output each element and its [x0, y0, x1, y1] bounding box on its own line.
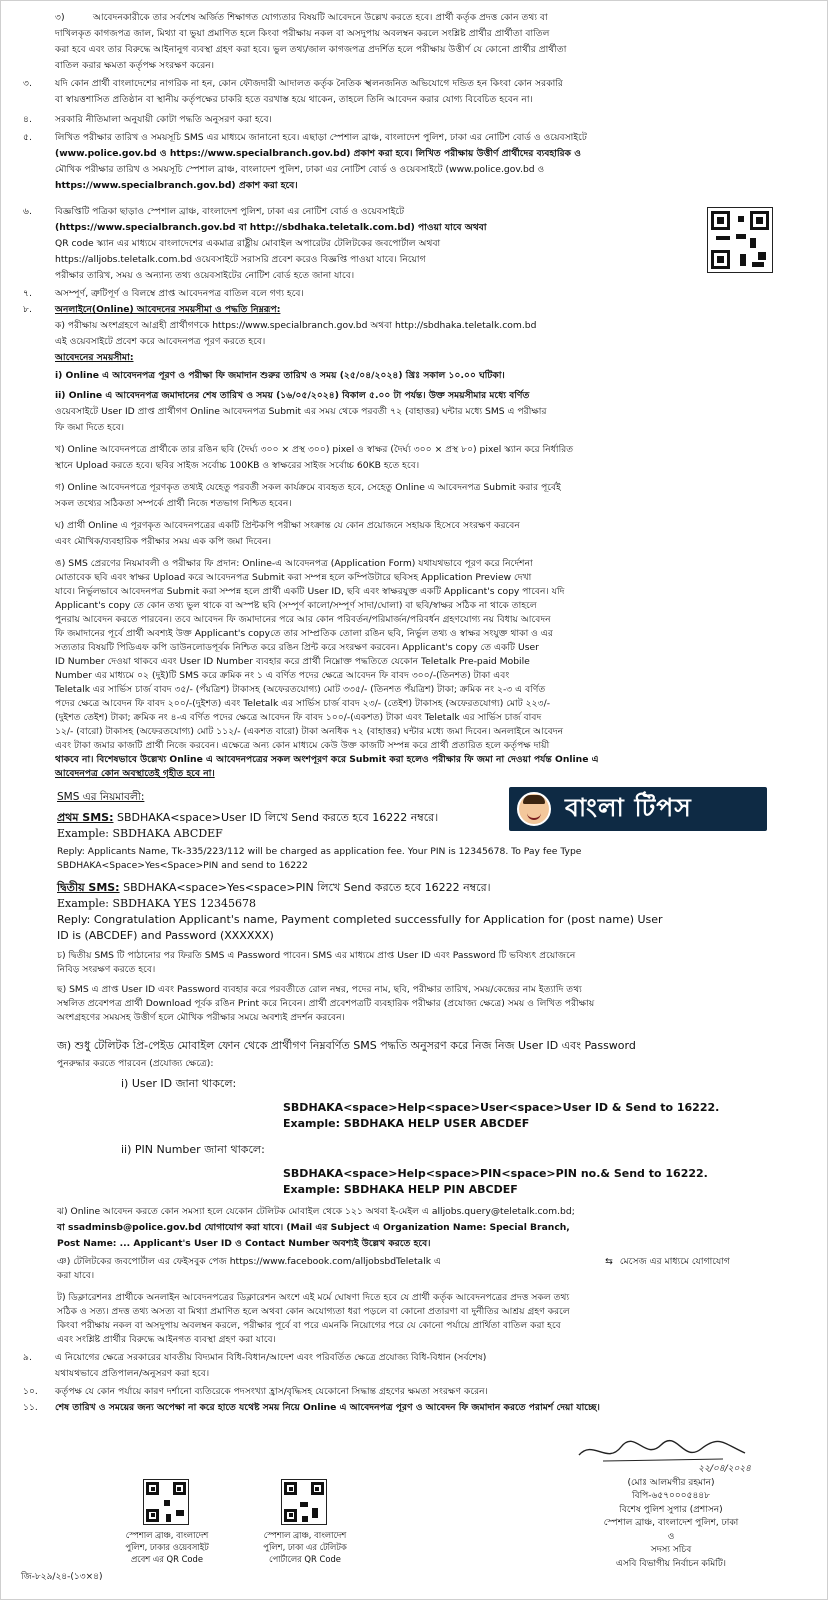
clause-line: দাখিলকৃত কাগজপত্র জাল, মিথ্যা বা ভুয়া প্রমাণিত হলে কিংবা পরীক্ষায় নকল বা অসদুপায় অবলম্বন করলে সংশ্লিষ্ট প্রার্থীর প্রার্থীতা বাতিল — [55, 28, 550, 39]
clause-line: বিজ্ঞপ্তিটি পত্রিকা ছাড়াও স্পেশাল ব্রাঞ্চ, বাংলাদেশ পুলিশ, ঢাকা এর নোটিশ বোর্ড ও ওয়েবসাইটে — [55, 206, 405, 217]
clause-number: ১১. — [23, 1402, 38, 1413]
reply-1-line: SBDHAKA<Space>Yes<Space>PIN and send to 16222 — [57, 860, 308, 871]
clause-line: সরকারি নীতিমালা অনুযায়ী কোটা পদ্ধতি অনুসরণ করা হবে। — [55, 114, 272, 125]
recovery-pin-command: SBDHAKA<space>Help<space>PIN<space>PIN no.& Send to 16222. — [283, 1167, 708, 1180]
clause-line: কর্তৃপক্ষ যে কোন পর্যায়ে কারণ দর্শানো ব্যতিরেকে পদসংখ্যা হ্রাস/বৃদ্ধিসহ যেকোনো সিদ্ধান্ত গ্রহণের ক্ষমতা সংরক্ষণ করেন। — [55, 1386, 488, 1397]
second-sms-text: SBDHAKA<space>Yes<space>PIN লিখে Send করতে হবে 16222 নম্বরে। — [123, 881, 491, 894]
first-sms-label: প্রথম SMS: — [57, 811, 114, 824]
clause-line: থাকবে না। বিশেষভাবে উল্লেখ্য Online এ আবেদনপত্রের সকল অংশপূরণ করে Submit করা হলেও পরীক্ষার ফি জমা না দেওয়া পর্যন্ত Online এ — [55, 754, 599, 765]
teletalk-portal-qr-code-icon[interactable] — [281, 1479, 327, 1525]
sms-heading: SMS এর নিয়মাবলী: — [57, 791, 145, 803]
recovery-pin-example: Example: SBDHAKA HELP PIN ABCDEF — [283, 1183, 518, 1196]
qr-caption-line: স্পেশাল ব্রাঞ্চ, বাংলাদেশ — [125, 1530, 209, 1540]
clause-heading: অনলাইনে(Online) আবেদনের সময়সীমা ও পদ্ধতি নিম্নরূপ: — [55, 304, 281, 315]
signatory-committee: এসবি বিভাগীয় নির্বাচন কমিটি। — [616, 1558, 726, 1569]
qr-caption-line: পুলিশ, ঢাকা এর টেলিটক — [263, 1542, 347, 1552]
clause-line: শেষ তারিখ ও সময়ের জন্য অপেক্ষা না করে হাতে যথেষ্ট সময় নিয়ে Online এ আবেদনপত্র পূরণ ও আবেদন ফি জমাদান করতে পরামর্শ দেয়া যাচ্ছে। — [55, 1402, 600, 1413]
clause-line: এবং টাকা জমার কাজটি প্রার্থী নিজে করবেন। এক্ষেত্রে অন্য কোন মাধ্যমে কেউ উক্ত কাজটি সম্পন্ন করে প্রার্থী প্রতারিত হলে কর্তৃপক্ষ দায়ী — [55, 740, 550, 751]
qr-2-caption — [243, 1529, 367, 1565]
clause-number: ৭. — [23, 288, 32, 299]
clause-number: ৯. — [23, 1352, 32, 1363]
second-sms-example: Example: SBDHAKA YES 12345678 — [57, 897, 256, 910]
qr-caption-line: পোর্টালের QR Code — [269, 1554, 341, 1564]
clause-number: ৪. — [23, 114, 32, 125]
clause-line: করা যাবে। — [57, 1270, 95, 1281]
clause-number: ৮. — [23, 304, 32, 315]
qr-1-caption — [105, 1529, 229, 1565]
clause-line: (https://www.specialbranch.gov.bd বা http://sbdhaka.teletalk.com.bd) পাওয়া যাবে অথবা — [55, 222, 487, 233]
clause-line: QR code স্ক্যান এর মাধ্যমে বাংলাদেশের একমাত্র রাষ্ট্রীয় মোবাইল অপারেটর টেলিটকের জবপোর্টাল অথবা — [55, 238, 441, 249]
signatory-and: ও — [667, 1531, 675, 1542]
clause-line: নিবিড় সংরক্ষণ করতে হবে। — [57, 964, 156, 975]
clause-line: পদের ক্ষেত্রে আবেদন ফি বাবদ ২০০/-(দুইশত) এবং Teletalk এর সার্ভিস চার্জ বাবদ ২৩/- (তেইশ) টাকাসহ (অফেরতযোগ্য) মোট ২২৩/- — [55, 698, 551, 709]
second-sms-line — [57, 881, 797, 895]
first-sms-line — [57, 811, 517, 825]
clause-line: ঝ) Online আবেদন করতে কোন সমস্যা হলে যেকোন টেলিটক মোবাইল থেকে ১২১ অথবা ই-মেইল এ alljobs.query@teletalk.com.bd; — [57, 1206, 575, 1217]
messenger-icon: ⇆ — [605, 1256, 613, 1267]
clause-line: আবেদনপত্র কোন অবস্থাতেই গৃহীত হবে না। — [55, 768, 215, 779]
signature-block — [561, 1463, 781, 1571]
clause-line: এই ওয়েবসাইটে প্রবেশ করে আবেদনপত্র পূরণ করতে হবে। — [55, 336, 266, 347]
clause-line: বা ssadminsb@police.gov.bd যোগাযোগ করা যাবে। (Mail এর Subject এ Organization Name: Special Branch, — [57, 1222, 570, 1233]
clause-line: ছ) SMS এ প্রাপ্ত User ID এবং Password ব্যবহার করে পরবর্তীতে রোল নম্বর, পদের নাম, ছবি, পরীক্ষার তারিখ, সময়/কেন্দ্রের নাম ইত্যাদি তথ্য — [57, 984, 582, 995]
clause-line: চ) দ্বিতীয় SMS টি পাঠানোর পর ফিরতি SMS এ Password পাবেন। SMS এর মাধ্যমে প্রাপ্ত User ID এবং Password টি ভবিষ্যৎ প্রয়োজনে — [57, 950, 576, 961]
clause-line: সত্যতার বিষয়টি পিডিএফ কপি ডাউনলোডপূর্বক নিশ্চিত করে রঙিন প্রিন্ট করে সংরক্ষণ করবেন। Applicant's copy তে একটি User — [55, 642, 539, 653]
clause-number: ৫. — [23, 132, 32, 143]
first-sms-text: SBDHAKA<space>User ID লিখে Send করতে হবে 16222 নম্বরে। — [116, 811, 439, 824]
clause-line: সঠিক ও সত্য। প্রদত্ত তথ্য অসত্য বা মিথ্যা প্রমাণিত হলে অথবা কোন অযোগ্যতা ধরা পড়লে বা কোনো প্রতারণা বা দুর্নীতির আশ্রয় গ্রহণ করলে — [57, 1306, 570, 1317]
clause-number: ৩. — [23, 78, 32, 89]
clause-line: ট) ডিক্লারেশনঃ প্রার্থীকে অনলাইন আবেদনপত্রের ডিক্লারেশন অংশে এই মর্মে ঘোষণা দিতে হবে যে প্রার্থী কর্তৃক আবেদনপত্রের প্রদত্ত সকল তথ্য — [57, 1292, 570, 1303]
clause-line: অসম্পূর্ণ, ত্রুটিপূর্ণ ও বিলম্বে প্রাপ্ত আবেদনপত্র বাতিল বলে গণ্য হবে। — [55, 288, 304, 299]
signatory-name: (মোঃ আলমগীর রহমান) — [627, 1477, 715, 1488]
cartoon-face-icon — [517, 792, 551, 826]
recovery-user-example: Example: SBDHAKA HELP USER ABCDEF — [283, 1117, 530, 1130]
clause-line: https://alljobs.teletalk.com.bd ওয়েবসাইটে সরাসরি প্রবেশ করেও বিজ্ঞপ্তি পাওয়া যাবে। নিয়োগ — [55, 254, 426, 265]
clause-line: এবং সংশ্লিষ্ট প্রার্থীর বিরুদ্ধে আইনগত ব্যবস্থা গ্রহণ করা যাবে। — [57, 1334, 276, 1345]
clause-line: অংশগ্রহণের সময়সহ উত্তীর্ণ হলে মৌখিক পরীক্ষার সময়ে অবশ্যই প্রদর্শন করবেন। — [57, 1012, 345, 1023]
clause-line: যথাযথভাবে প্রতিপালন/অনুসরণ করা হবে। — [55, 1368, 210, 1379]
qr-caption-line: স্পেশাল ব্রাঞ্চ, বাংলাদেশ — [263, 1530, 347, 1540]
reply-2-line: Reply: Congratulation Applicant's name, Payment completed successfully for Application for (post name) User — [57, 913, 663, 926]
clause-line: মোতাবেক ছবি এবং স্বাক্ষর Upload করে আবেদনপত্র Submit করা সম্পন্ন হলে কম্পিউটারে ছবিসহ Application Preview দেখা — [55, 572, 532, 583]
clause-line: জ) শুধু টেলিটক প্রি-পেইড মোবাইল ফোন থেকে প্রার্থীগণ নিম্নবর্ণিত SMS পদ্ধতি অনুসরণ করে নিজ নিজ User ID এবং Password — [57, 1039, 636, 1052]
facebook-line-tail — [601, 1255, 791, 1268]
deadline-end: ii) Online এ আবেদনপত্র জমাদানের শেষ তারিখ ও সময় (১৬/০৫/২০২৪) বিকাল ৫.০০ টা পর্যন্ত। উক্ত সময়সীমার মধ্যে বর্ণিত — [55, 390, 530, 401]
clause-number: ৩) — [55, 12, 65, 23]
clause-line: এ নিয়োগের ক্ষেত্রে সরকারের যাবতীয় বিদ্যমান বিধি-বিধান/আদেশ এবং পরিবর্তিত ক্ষেত্রে প্রযোজ্য বিধি-বিধান (সর্বশেষ) — [55, 1352, 487, 1363]
reply-1-line: Reply: Applicants Name, Tk-335/223/112 will be charged as application fee. Your PIN is 12345678. To Pay fee Type — [57, 846, 582, 857]
signatory-designation: বিশেষ পুলিশ সুপার (প্রশাসন) — [619, 1504, 723, 1515]
clause-line: ১২/- (বারো) টাকাসহ (অফেরতযোগ্য) মোট ১১২/- (একশত বারো) টাকা অনধিক ৭২ (বাহাত্তর) ঘন্টার মধ্যে জমা দিবেন। অনলাইনে আবেদন — [55, 726, 564, 737]
clause-line: https://www.specialbranch.gov.bd) প্রকাশ করা হবে। — [55, 180, 298, 191]
clause-line: ঙ) SMS প্রেরণের নিয়মাবলী ও পরীক্ষার ফি প্রদান: Online-এ আবেদনপত্র (Application Form) যথাযথভাবে পূরণ করে নির্দেশনা — [55, 558, 533, 569]
qr-caption-line: পুলিশ, ঢাকার ওয়েবসাইট — [125, 1542, 209, 1552]
clause-line: মৌখিক পরীক্ষার তারিখ ও সময়সূচি স্পেশাল ব্রাঞ্চ, বাংলাদেশ পুলিশ, ঢাকা এর নোটিশ বোর্ড ও ওয়েবসাইটে (www.police.gov.bd ও — [55, 164, 545, 175]
first-sms-example: Example: SBDHAKA ABCDEF — [57, 827, 223, 840]
signature-date: ২২/০৪/২০২৪ — [698, 1464, 751, 1474]
clause-line: করা হবে এবং তার বিরুদ্ধে আইনানুগ ব্যবস্থা গ্রহণ করা হবে। ভুল তথ্য/জাল কাগজপত্র প্রদর্শিত হলে পরীক্ষায় উত্তীর্ণ যে কোনো প্রার্থীর প্রার্থীতা — [55, 44, 567, 55]
facebook-line: ঞ) টেলিটকের জবপোর্টাল এর ফেইসবুক পেজ https://www.facebook.com/alljobsbdTeletalk এ — [57, 1256, 441, 1267]
qr-caption-line: প্রবেশ এর QR Code — [130, 1554, 204, 1564]
recovery-pin-heading: ii) PIN Number জানা থাকলে: — [121, 1143, 265, 1156]
clause-line: বা স্বায়ত্তশাসিত প্রতিষ্ঠান বা স্থানীয় কর্তৃপক্ষের চাকরি হতে বরখাস্ত হয়ে থাকেন, তাহলে তিনি আবেদন করার যোগ্য বিবেচিত হবেন না। — [55, 94, 533, 105]
clause-line: কিংবা পরীক্ষায় নকল বা অসদুপায় অবলম্বন করলে, পরীক্ষার পূর্বে বা পরে এমনকি নিয়োগের পরে যে কোনো পর্যায়ে প্রার্থিতা বাতিল করা হবে — [57, 1320, 561, 1331]
clause-line: সম্বলিত প্রবেশপত্র প্রার্থী Download পূর্বক রঙিন Print করে নিবেন। প্রার্থী প্রবেশপত্রটি ব্যবহারিক পরীক্ষার (প্রযোজ্য ক্ষেত্রে) সময় ও লিখিত পরীক্ষায় — [57, 998, 595, 1009]
clause-line: (দুইশত তেইশ) টাকা; ক্রমিক নং ৪-এ বর্ণিত পদের ক্ষেত্রে আবেদন ফি বাবদ ১০০/-(একশত) টাকা এবং Teletalk এর সার্ভিস চার্জ বাবদ — [55, 712, 542, 723]
clause-line: খ) Online আবেদনপত্রে প্রার্থীকে তার রঙিন ছবি (দৈর্ঘ্য ৩০০ × প্রস্থ ৩০০) pixel ও স্বাক্ষর (দৈর্ঘ্য ৩০০ × প্রস্থ ৮০) pixel স্ক্যান করে নির্ধারিত — [55, 444, 574, 455]
clause-line: বাতিল করার ক্ষমতা কর্তৃপক্ষ সংরক্ষণ করেন। — [55, 60, 215, 71]
second-sms-label: দ্বিতীয় SMS: — [57, 881, 120, 894]
bangla-tips-logo — [509, 787, 767, 831]
recovery-user-command: SBDHAKA<space>Help<space>User<space>User ID & Send to 16222. — [283, 1101, 720, 1114]
clause-line: সকল তথ্যের সঠিকতা সম্পর্কে প্রার্থী নিজে শতভাগ নিশ্চিত হবেন। — [55, 498, 292, 509]
clause-line: লিখিত পরীক্ষার তারিখ ও সময়সূচি SMS এর মাধ্যমে জানানো হবে। এছাড়া স্পেশাল ব্রাঞ্চ, বাংলাদেশ পুলিশ, ঢাকা এর নোটিশ বোর্ড ও ওয়েবসাইটে — [55, 132, 587, 143]
clause-line: ফি জমাদানের পূর্বে প্রার্থী অবশ্যই উক্ত Applicant's copyতে তার সাম্প্রতিক তোলা রঙিন ছবি, নির্ভুল তথ্য ও স্বাক্ষর সংযুক্ত থাকা ও এর — [55, 628, 553, 639]
clause-line: Teletalk এর সার্ভিস চার্জ বাবদ ৩৫/- (পঁয়ত্রিশ) টাকাসহ (অফেরতযোগ্য) মোট ৩৩৫/- (তিনশত পঁয়ত্রিশ) টাকা; ক্রমিক নং ২-৩ এ বর্ণিত — [55, 684, 546, 695]
sb-website-qr-code-icon[interactable] — [143, 1479, 189, 1525]
signatory-role: সদস্য সচিব — [650, 1545, 692, 1555]
clause-line: আবেদনকারীকে তার সর্বশেষ অর্জিত শিক্ষাগত যোগ্যতার বিষয়টি আবেদনে উল্লেখ করতে হবে। প্রার্থী কর্তৃক প্রদত্ত কোন তথ্য বা — [93, 12, 548, 23]
clause-line: পরীক্ষার তারিখ, সময় ও অন্যান্য তথ্য ওয়েবসাইটের নোটিশ বোর্ড হতে জানা যাবে। — [55, 270, 355, 281]
clause-line: (www.police.gov.bd ও https://www.specialbranch.gov.bd) প্রকাশ করা হবে। লিখিত পরীক্ষায় উত্তীর্ণ প্রার্থীদের ব্যবহারিক ও — [55, 148, 582, 159]
clause-line: Post Name: ... Applicant's User ID ও Contact Number অবশ্যই উল্লেখ করতে হবে। — [57, 1238, 431, 1249]
teletalk-qr-code-icon[interactable] — [707, 207, 773, 273]
deadline-start: i) Online এ আবেদনপত্র পূরণ ও পরীক্ষা ফি জমাদান শুরুর তারিখ ও সময় (২৫/০৪/২০২৪) খ্রিঃ সকাল ১০.০০ ঘটিকা। — [55, 370, 505, 381]
clause-line: ক) পরীক্ষায় অংশগ্রহণে আগ্রহী প্রার্থীগণকে https://www.specialbranch.gov.bd অথবা http://sbdhaka.teletalk.com.bd — [55, 320, 537, 331]
clause-line: গ) Online আবেদনপত্রে পূরণকৃত তথ্যই যেহেতু পরবর্তী সকল কার্যক্রমে ব্যবহৃত হবে, সেহেতু Online এ আবেদনপত্র Submit করার পূর্বেই — [55, 482, 561, 493]
clause-line: ওয়েবসাইটে User ID প্রাপ্ত প্রার্থীগণ Online আবেদনপত্র Submit এর সময় থেকে পরবর্তী ৭২ (বাহাত্তর) ঘন্টার মধ্যে SMS এ পরীক্ষার — [55, 406, 547, 417]
clause-line: ID Number দেওয়া থাকবে এবং User ID Number ব্যবহার করে প্রার্থী নিম্নোক্ত পদ্ধতিতে যেকোন Teletalk Pre-paid Mobile — [55, 656, 530, 667]
clause-line: যদি কোন প্রার্থী বাংলাদেশের নাগরিক না হন, কোন ফৌজদারী আদালত কর্তৃক নৈতিক স্খলনজনিত অভিযোগে দন্ডিত হন কিংবা কোন সরকারি — [55, 78, 563, 89]
clause-number: ১০. — [23, 1386, 38, 1397]
recovery-user-heading: i) User ID জানা থাকলে: — [121, 1077, 237, 1090]
clause-line: এবং মৌখিক/ব্যবহারিক পরীক্ষার সময় এক কপি জমা দিবেন। — [55, 536, 272, 547]
clause-line: যাবে। নির্ভুলভাবে আবেদনপত্র Submit করা সম্পন্ন হলে প্রার্থী একটি User ID, ছবি এবং স্বাক্ষরযুক্ত একটি Applicant's copy পাবেন। যদি — [55, 586, 565, 597]
logo-text: বাংলা টিপস — [565, 792, 692, 822]
clause-line: পুনরায় আবেদন করতে পারবেন। তবে আবেদন ফি জমাদানের পরে আর কোন পরিবর্তন/পরিমার্জন/পরিবর্ধন গ্রহণযোগ্য নয় বিধায় আবেদন — [55, 614, 551, 625]
clause-line: ঘ) প্রার্থী Online এ পূরণকৃত আবেদনপত্রের একটি প্রিন্টকপি পরীক্ষা সংক্রান্ত যে কোন প্রয়োজনে সহায়ক হিসেবে সংরক্ষণ করবেন — [55, 520, 520, 531]
signatory-bp: বিপি-৬৫৭০০০৫৪৪৮ — [632, 1491, 710, 1501]
document-code: জি-৮২৯/২৪-(১৩×৪) — [21, 1572, 103, 1582]
clause-line: পুনরুদ্ধার করতে পারবেন (প্রযোজ্য ক্ষেত্রে): — [57, 1058, 214, 1069]
clause-line: Number এর মাধ্যমে ০২ (দুই)টি SMS করে ক্রমিক নং ১ এ বর্ণিত পদের ক্ষেত্রে আবেদন ফি বাবদ ৩০০/-(তিনশত) টাকা এবং — [55, 670, 510, 681]
signatory-office: স্পেশাল ব্রাঞ্চ, বাংলাদেশ পুলিশ, ঢাকা — [603, 1518, 739, 1528]
clause-line: ফি জমা দিতে হবে। — [55, 422, 125, 433]
deadline-heading: আবেদনের সময়সীমা: — [55, 352, 134, 363]
clause-line: Applicant's copy তে কোন তথ্য ভুল থাকে বা অস্পষ্ট ছবি (সম্পূর্ণ কালো/সম্পূর্ণ সাদা/ঘোলা) বা ছবি/স্বাক্ষর সঠিক না থাকে তাহলে — [55, 600, 537, 611]
clause-line: স্থানে Upload করতে হবে। ছবির সাইজ সর্বোচ্চ 100KB ও স্বাক্ষরের সাইজ সর্বোচ্চ 60KB হতে হবে। — [55, 460, 420, 471]
messenger-text: মেসেজ এর মাধ্যমে যোগাযোগ — [619, 1256, 730, 1267]
clause-number: ৬. — [23, 206, 32, 217]
reply-2-line: ID is (ABCDEF) and Password (XXXXXX) — [57, 929, 274, 942]
